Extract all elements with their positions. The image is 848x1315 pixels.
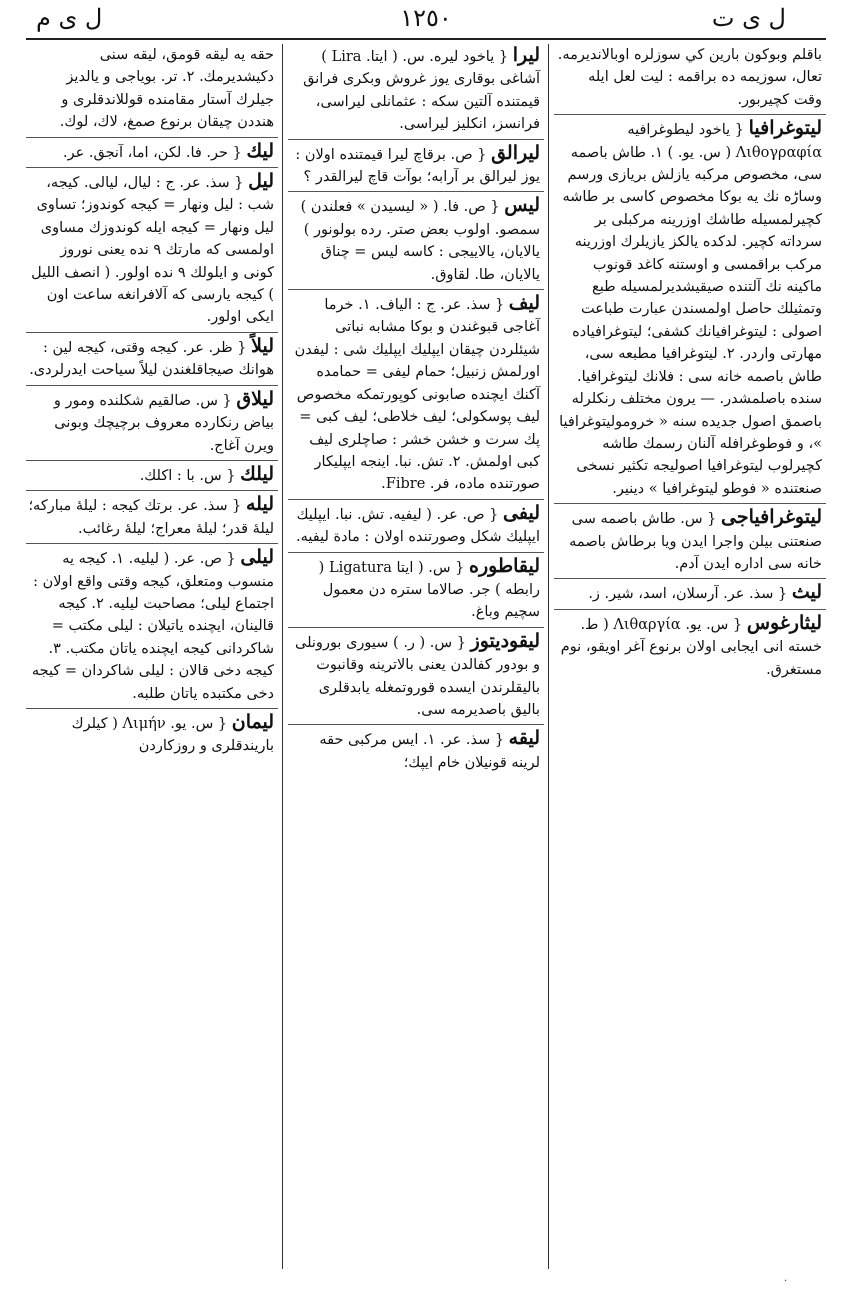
headword: ليلى xyxy=(240,546,274,569)
entry-text: { س. يو. Λιμήν ( كيلرك باريندقلرى و روزكاردن xyxy=(71,715,274,755)
entry xyxy=(26,335,278,382)
column-divider xyxy=(548,44,549,1269)
running-head-left: ل ى م xyxy=(36,4,103,32)
entry xyxy=(554,117,826,500)
entry xyxy=(554,44,826,111)
entry-text: { حر. فا. لكن، اما، آنجق. عر. xyxy=(63,144,242,161)
headword: ليلك xyxy=(240,462,274,485)
header-rule xyxy=(26,38,826,40)
entry-text: { سذ. عر. ج : ليال، ليالى. كيجه، شب : ليل ونهار = كيجه كوندوز؛ تساوى ليل ونهار = كيجه ايله كوندوزك مساوى اولمسى كه مارتك ٩ نده يعنى نوروز كونى و ايلولك ٩ نده اولور. ( انصف الليل ) كيجه يارسى كه آلافرانغه ساعت اون ايكى اولور. xyxy=(31,175,274,326)
entry-text: { س. ( ايتا Ligatura ( رابطه ) جر. صالاما ستره دن معمول سچيم وباغ. xyxy=(318,559,540,621)
entry xyxy=(288,142,544,189)
column-left xyxy=(26,44,278,1269)
entry xyxy=(26,463,278,487)
entry-separator xyxy=(554,609,826,610)
entry-text: { سذ. عر. برتك كيجه : ليلهٔ مباركه؛ ليلهٔ قدر؛ ليلهٔ معراج؛ ليلهٔ رغائب. xyxy=(28,498,274,537)
entry-separator xyxy=(26,460,278,461)
headword: ليفى xyxy=(503,501,540,524)
headword: ليمان xyxy=(231,710,274,733)
entry-separator xyxy=(288,552,544,553)
headword: ليلاً xyxy=(251,334,274,357)
page-header xyxy=(26,4,826,38)
entry-separator xyxy=(26,490,278,491)
headword: ليرالق xyxy=(491,141,540,164)
entry xyxy=(288,292,544,496)
headword: ليله xyxy=(246,493,274,516)
column-right xyxy=(554,44,826,1269)
headword: ليثارغوس xyxy=(746,611,822,634)
entry xyxy=(554,612,826,681)
entry-text: { ص. برقاچ ليرا قيمتنده اولان : يوز ليرالق بر آرابه؛ بوآت قاچ ليرالقدر ؟ xyxy=(295,146,540,186)
entry xyxy=(288,502,544,549)
entry xyxy=(26,493,278,540)
entry-text: { ظر. عر. كيجه وقتى، كيجه لين : هوانك صيجاقلغندن ليلاً سياحت ايدرلردى. xyxy=(29,339,274,379)
headword: ليث xyxy=(791,581,822,604)
entry-text: { ياخود ليره. س. ( ايتا. Lira ) آشاغى بوقارى يوز غروش وبكرى فرانق قيمتنده آلتين سكه : عثمانلى ليراسى، فرانسز، انكليز ليراسى. xyxy=(303,49,540,133)
headword: ليرا xyxy=(512,44,540,66)
entry xyxy=(26,170,278,329)
print-mark: · xyxy=(784,1276,788,1287)
entry-separator xyxy=(26,708,278,709)
column-divider xyxy=(282,44,283,1269)
headword: ليتوغرافيا xyxy=(748,117,822,140)
entry-text: { س. صالقيم شكلنده ومور و بياض رنكارده معروف برچيچك وبونى ويرن آغاج. xyxy=(53,392,274,454)
entry-separator xyxy=(288,191,544,192)
entry-text: { سذ. عر. ١. ايس مركبى حقه لرينه قونيلان خام ايپك؛ xyxy=(319,732,540,771)
headword: ليتوغرافياجى xyxy=(721,506,822,529)
entry-separator xyxy=(26,385,278,386)
entry xyxy=(554,581,826,605)
entry-text: { ص. عر. ( ليفيه. تش. نبا. ايپليك ايپليك شكل وصورتنده اولان : مادة ليفيه. xyxy=(295,506,540,546)
entry-separator xyxy=(554,114,826,115)
entry xyxy=(288,555,544,624)
headword: ليك xyxy=(246,139,274,162)
entry xyxy=(26,711,278,758)
entry xyxy=(554,506,826,575)
entry-separator xyxy=(288,289,544,290)
entry-text: { س. يو. Λιθαργία ( ط. خسته انى ايجابى اولان برنوع آغر اويقو، نوم مستغرق. xyxy=(560,616,822,678)
entry-separator xyxy=(288,627,544,628)
headword: ليقاطوره xyxy=(469,554,540,577)
entry-separator xyxy=(288,499,544,500)
headword: ليف xyxy=(508,292,540,315)
entry-text: { س. طاش باصمه سى صنعتنى بيلن واجرا ايدن ويا برطاش باصمه خانه سى اداره ايدن آدم. xyxy=(569,511,822,572)
entry xyxy=(26,388,278,457)
headword: ليقه xyxy=(508,727,540,750)
running-head-right: ل ى ت xyxy=(711,4,786,32)
entry-separator xyxy=(288,724,544,725)
entry xyxy=(26,140,278,164)
entry xyxy=(288,194,544,286)
headword: ليقوديتوز xyxy=(470,629,540,652)
entry-text: { س. ( ر. ) سيورى بورونلى و بودور كفالدن يعنى بالاترينه وقانبوت باليقلرندن ايسده قوروتمغله يابدقلرى باليق باصديرمه سى. xyxy=(295,634,540,718)
entry-text: { سذ. عر. ج : الياف. ١. خرما آغاجى قبوغندن و بوكا مشابه نباتى شيئلردن چيقان ايپليك ايپليك شى : ليفدن اورلمش زنبيل؛ حمام ليفى = حمامده آكنك ايچنده صابونى كوپورتمكه مخصوص ليف پوسكولى؛ ليف خلاطى؛ ليف كبى = پك سرت و خشن خشر : صاچلرى ليف كبى اولمش. ٢. تش. نبا. اينجه ايپليكار صورتنده ماده، فر. Fibre. xyxy=(294,297,540,493)
entry-text: باقلم وبوكون بارين كي سوزلره اوبالاندیرمه. تعال، سوزیمه ده براقمه : ليت لعل ايله وقت كچيربور. xyxy=(557,47,822,108)
entry-text: { سذ. عر. آرسلان، اسد، شير. ز. xyxy=(588,586,788,603)
column-middle xyxy=(288,44,544,1269)
page-number: ١٢٥٠ xyxy=(400,4,452,32)
entry-text: { ص. عر. ( ليليه. ١. كيجه يه منسوب ومتعلق، كيجه وقتى واقع اولان : اجتماع ليلى؛ مصاحبت ليليه. ٢. كيجه قالينان، ايچنده ياتيلان : ليلى مكتب = شاكردانى كيجه ايچنده ياتان مكتب. ٣. كيجه دخى قالان : ليلى شاكردان = كيجه دخى مكتبده ياتان طلبه. xyxy=(31,551,274,702)
entry-separator xyxy=(26,543,278,544)
entry-separator xyxy=(554,503,826,504)
entry-text: حقه يه ليقه قومق، ليقه سنى دكيشديرمك. ٢. تر. بوياجى و يالديز جيلرك آستار مقامنده قوللاندقلرى و هنددن چيقان برنوع صمغ، لاك، لوك. xyxy=(59,47,274,131)
entry-text: { ص. فا. ( « ليسيدن » فعلندن ) سمصو. اولوب بعض صتر. رده بولونور ) يالايان، يالاييجى : كاسه ليس = چناق يالايان، طا. لقاوق. xyxy=(300,199,540,283)
entry xyxy=(26,44,278,134)
entry-text: { س. با : اكلك. xyxy=(139,467,236,484)
entry-separator xyxy=(554,578,826,579)
headword: ليل xyxy=(248,170,274,193)
entry-separator xyxy=(288,139,544,140)
headword: ليلاق xyxy=(236,387,274,410)
entry-separator xyxy=(26,167,278,168)
entry-separator xyxy=(26,137,278,138)
entry xyxy=(26,546,278,705)
headword: ليس xyxy=(504,194,540,217)
entry xyxy=(288,727,544,774)
entry xyxy=(288,44,544,136)
entry-text: { ياخود ليطوغرافيه Λιθογραφία ( س. يو. ) ١. طاش باصمه سى، مخصوص مركبه يازلش بريازى ورسم وساڑه نك يه بوكا مخصوص كاسى بر طاشه كچيرلمسيله طاشك اوزرينه مركبلى بر سرداته كچير. لدكده يالكز يازيلرك اوزرينه مركب براقمسى و اوستنه كاغد قونوب ماكينه نك آلتنده صيقيشديرلمسيله طبع وتمثيلك حاصل اولمسندن عبارت طباعت اصولى : ليتوغرافيانك كشفى؛ ليتوغرافياده مهارتى واردر. ٢. ليتوغرافيا مطبعه سى، طاش باصمه خانه سى : فلانك ليتوغرافيا. سنده باصلمشدر. — يرون مختلف رنكلرله باصمق اصول جديده سنه « خروموليتوغرافيا »، و فوطوغرافله آلنان رسمك طاشه كچيرلوب ليتوغرافيا اصوليجه تكثير نسخى صنعتنده « فوطو ليتوغرافيا » دينير. xyxy=(559,122,822,497)
entry-separator xyxy=(26,332,278,333)
entry xyxy=(288,630,544,722)
